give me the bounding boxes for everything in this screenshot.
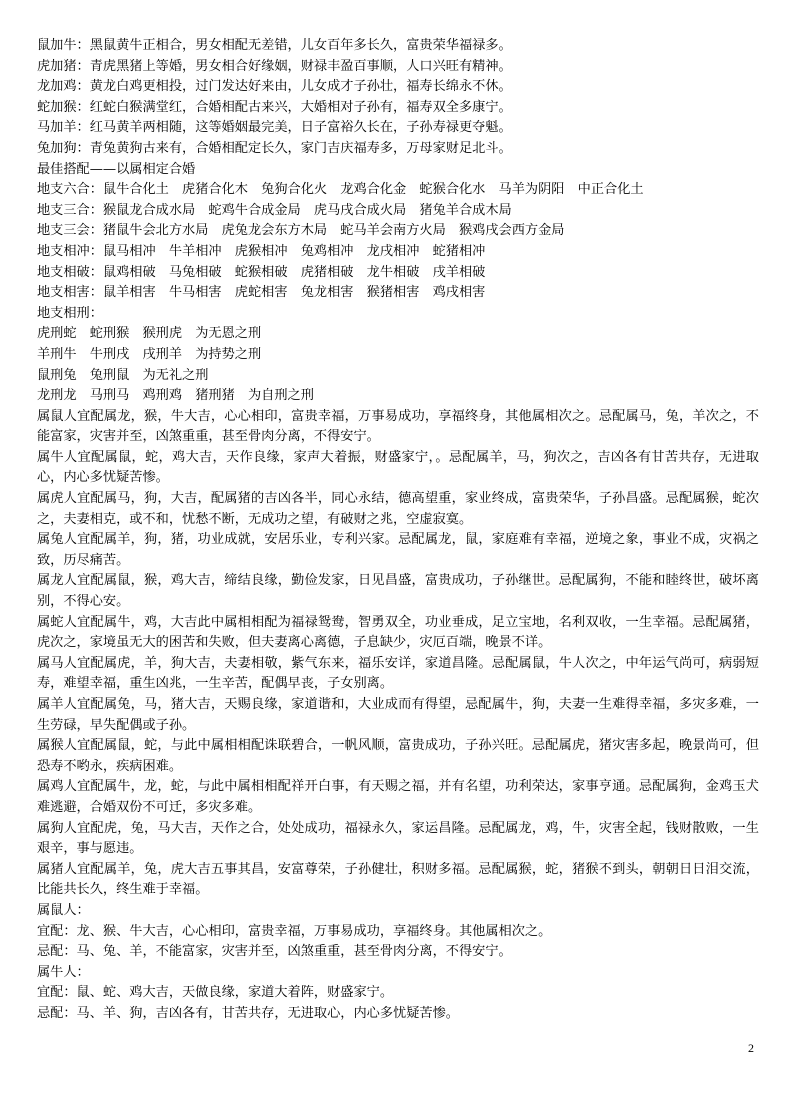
text-line: 地支三合：猴鼠龙合成水局 蛇鸡牛合成金局 虎马戌合成火局 猪兔羊合成木局 [37,202,512,218]
page-number: 2 [748,1041,754,1055]
text-line: 龙刑龙 马刑马 鸡刑鸡 猪刑猪 为自刑之刑 [37,388,314,404]
zodiac-paragraph-tiger: 属虎人宜配属马，狗，大吉，配属猪的吉凶各半，同心永结，德高望重，家业终成，富贵荣华，子孙昌盛。忌配属猴，蛇次之，夫妻相克，或不和，忧愁不断，无成功之望，有破财之兆，空虚寂寞。 [37,491,759,527]
zodiac-paragraph-pig: 属猪人宜配属羊，兔，虎大吉五事其昌，安富尊荣，子孙健壮，积财多福。忌配属猴，蛇，猪猴不到头，朝朝日日泪交流，比能共长久，终生难于幸福。 [37,861,759,898]
zodiac-paragraph-horse: 属马人宜配属虎，羊，狗大吉，夫妻相敬，紫气东来，福乐安详，家道昌隆。忌配属鼠，牛人次之，中年运气尚可，病弱短寿，难望幸福，重生凶兆，一生辛苦，配偶早丧，子女别离。 [37,655,759,692]
section-heading: 最佳搭配——以属相定合婚 [37,161,196,177]
text-line: 宜配：龙、猴、牛大吉，心心相印，富贵幸福，万事易成功，享福终身。其他属相次之。 [37,923,552,939]
text-line: 虎刑蛇 蛇刑猴 猴刑虎 为无恩之刑 [37,326,262,342]
text-line: 龙加鸡：黄龙白鸡更相投，过门发达好来由，儿女成才子孙壮，福寿长绵永不休。 [37,79,512,95]
text-line: 鼠加牛：黑鼠黄牛正相合，男女相配无差错，儿女百年多长久，富贵荣华福禄多。 [37,38,512,53]
text-line: 忌配：马、兔、羊，不能富家，灾害并至，凶煞重重，甚至骨肉分离，不得安宁。 [37,944,512,960]
text-line: 鼠刑兔 兔刑鼠 为无礼之刑 [37,367,209,383]
text-line: 地支三会：猪鼠牛会北方水局 虎兔龙会东方木局 蛇马羊会南方火局 猴鸡戌会西方金局 [37,223,565,239]
text-line: 地支相害：鼠羊相害 牛马相害 虎蛇相害 兔龙相害 猴猪相害 鸡戌相害 [37,285,486,301]
zodiac-paragraph-rabbit: 属兔人宜配属羊，狗，猪，功业成就，安居乐业，专利兴家。忌配属龙，鼠，家庭难有幸福，逆境之象，事业不成，灾祸之致，历尽痛苦。 [37,532,759,568]
text-line: 虎加猪：青虎黑猪上等婚，男女相合好缘姻，财禄丰盈百事顺，人口兴旺有精神。 [37,58,512,74]
zodiac-paragraph-rooster: 属鸡人宜配属牛，龙，蛇，与此中属相相配祥开白事，有天赐之福，并有名望，功利荣达，家事亨通。忌配属狗，金鸡玉犬难逃避，合婚双份不可迁，多灾多难。 [37,779,759,815]
zodiac-paragraph-goat: 属羊人宜配属兔，马，猪大吉，天赐良缘，家道谐和，大业成而有得望，忌配属牛，狗，夫妻一生难得幸福，多灾多难，一生劳碌，早失配偶或子孙。 [37,697,759,733]
text-line: 地支相刑： [37,305,103,321]
text-line: 地支六合：鼠牛合化土 虎猪合化木 兔狗合化火 龙鸡合化金 蛇猴合化水 马羊为阴阳 中正合化土 [37,182,644,198]
text-line: 地支相破：鼠鸡相破 马兔相破 蛇猴相破 虎猪相破 龙牛相破 戌羊相破 [37,264,486,280]
text-line: 属牛人： [37,964,90,980]
zodiac-paragraph-monkey: 属猴人宜配属鼠，蛇，与此中属相相配诛联碧合，一帆风顺，富贵成功，子孙兴旺。忌配属虎，猪灾害多起，晚景尚可，但恐寿不哟永，疾病困难。 [37,738,759,774]
text-line: 属鼠人： [37,902,90,918]
text-line: 宜配：鼠、蛇、鸡大吉，天做良缘，家道大着阵，财盛家宁。 [37,985,394,1001]
text-line: 马加羊：红马黄羊两相随，这等婚姻最完美，日子富裕久长在，子孙寿禄更夺魁。 [37,120,512,136]
zodiac-paragraph-dog: 属狗人宜配虎，兔，马大吉，天作之合，处处成功，福禄永久，家运昌隆。忌配属龙，鸡，牛，灾害全起，钱财散败，一生艰辛，事与愿违。 [37,820,759,857]
zodiac-paragraph-ox: 属牛人宜配属鼠，蛇，鸡大吉，天作良缘，家声大着振，财盛家宁，。忌配属羊，马，狗次之，吉凶各有甘苦共存，无进取心，内心多忧疑苦惨。 [37,449,759,486]
document-body [37,36,759,1025]
text-line: 忌配：马、羊、狗，吉凶各有，甘苦共存，无进取心，内心多忧疑苦惨。 [37,1005,459,1021]
text-line: 兔加狗：青兔黄狗古来有，合婚相配定长久，家门吉庆福寿多，万母家财足北斗。 [37,140,512,156]
text-line: 蛇加猴：红蛇白猴满堂红，合婚相配古来兴，大婚相对子孙有，福寿双全多康宁。 [37,99,512,115]
zodiac-paragraph-rat: 属鼠人宜配属龙，猴，牛大吉，心心相印，富贵幸福，万事易成功，享福终身，其他属相次之。忌配属马，兔，羊次之，不能富家，灾害并至，凶煞重重，甚至骨肉分离，不得安宁。 [37,408,759,445]
text-line: 羊刑牛 牛刑戌 戌刑羊 为持势之刑 [37,346,262,362]
zodiac-paragraph-snake: 属蛇人宜配属牛，鸡，大吉此中属相相配为福禄鸳鸯，智勇双全，功业垂成，足立宝地，名利双收，一生幸福。忌配属猪，虎次之，家境虽无大的困苦和失败，但夫妻离心离德，子息缺少，灾厄百端，晚景不详。 [37,614,759,651]
text-line: 地支相冲：鼠马相冲 牛羊相冲 虎猴相冲 兔鸡相冲 龙戌相冲 蛇猪相冲 [37,243,486,259]
zodiac-paragraph-dragon: 属龙人宜配属鼠，猴，鸡大吉，缔结良缘，勤俭发家，日见昌盛，富贵成功，子孙继世。忌配属狗，不能和睦终世，破坏离别，不得心安。 [37,573,759,610]
